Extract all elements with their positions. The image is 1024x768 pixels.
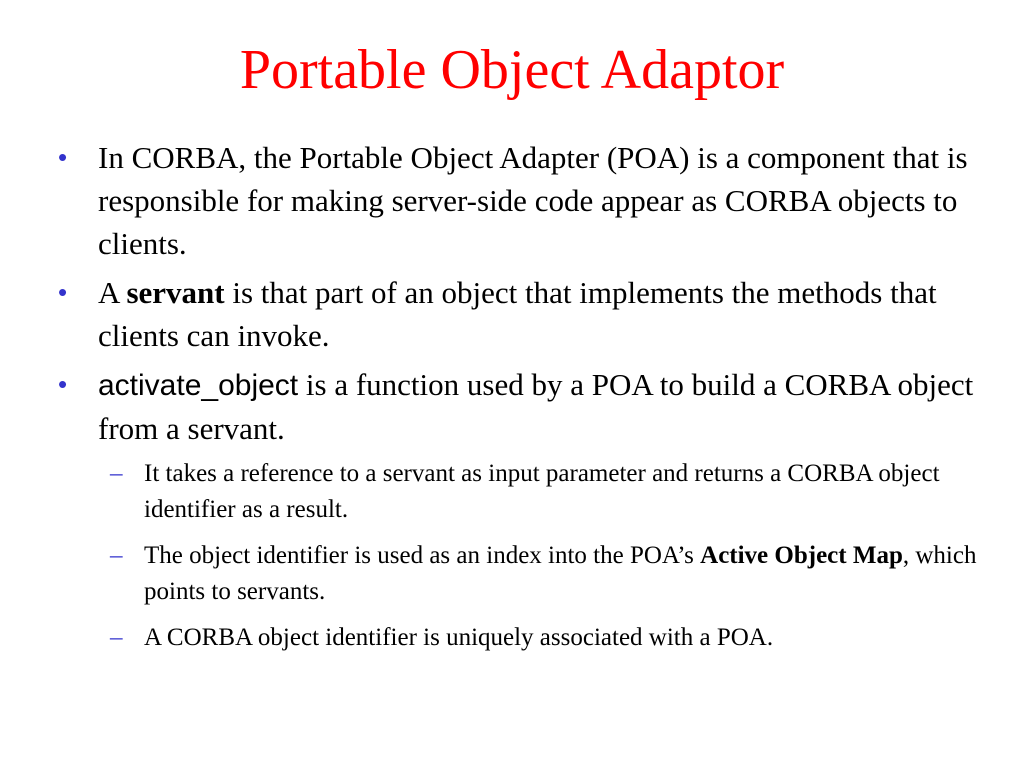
bullet-icon: • [58,142,68,172]
bullet-code-term: activate_object [98,369,299,402]
sub-bullet-item-active-object-map [58,538,978,610]
sub-bullet-text-suffix: , which points to servants. [144,542,977,605]
slide-content [58,136,978,666]
bullet-icon: • [58,369,68,399]
bullet-text: In CORBA, the Portable Object Adapter (POA) is a component that is responsible for making server-side code appear as CORBA objects to clients. [98,140,968,261]
sub-bullet-term-active-object-map: Active Object Map [700,542,903,569]
bullet-text-prefix: A [98,275,127,310]
dash-icon: – [110,460,123,487]
sub-bullet-list [58,456,978,656]
bullet-text-suffix: is that part of an object that implements the methods that clients can invoke. [98,275,937,353]
bullet-item-poa-definition [58,136,978,265]
sub-bullet-text: A CORBA object identifier is uniquely associated with a POA. [144,624,774,651]
sub-bullet-text-prefix: The object identifier is used as an index into the POA’s [144,542,701,569]
bullet-item-servant [58,271,978,357]
dash-icon: – [110,542,123,569]
bullet-icon: • [58,277,68,307]
sub-bullet-item-reference [58,456,978,528]
sub-bullet-text: It takes a reference to a servant as input parameter and returns a CORBA object identifier as a result. [144,460,940,523]
dash-icon: – [110,624,123,651]
sub-bullet-item-unique-association [58,620,978,656]
bullet-item-activate-object [58,363,978,450]
slide-title: Portable Object Adaptor [239,39,785,101]
bullet-text-suffix: is a function used by a POA to build a CORBA object from a servant. [98,367,974,446]
bullet-term-servant: servant [126,275,225,310]
